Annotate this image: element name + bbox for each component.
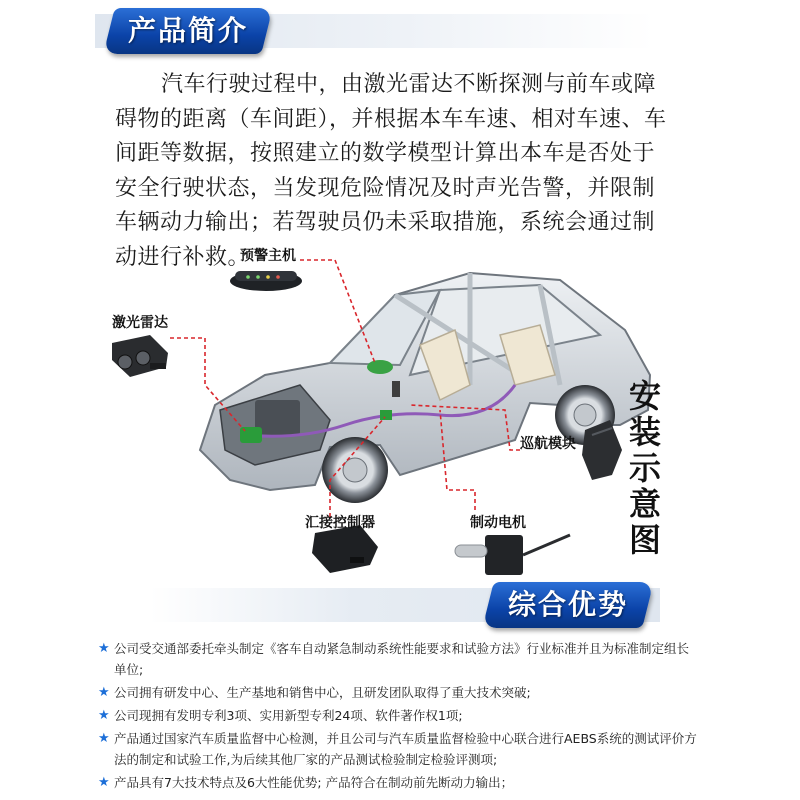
installation-side-title: 安装示意图: [628, 377, 661, 559]
list-item-text: 公司现拥有发明专利3项、实用新型专利24项、软件著作权1项;: [114, 708, 463, 723]
star-icon: ★: [98, 731, 110, 746]
advantages-header-tab: [482, 582, 653, 628]
list-item: [98, 638, 698, 680]
list-item: [98, 682, 698, 703]
intro-header-title: 产品简介: [127, 14, 248, 47]
cruise-module-device: [582, 420, 622, 480]
label-cruise-module: 巡航模块: [520, 436, 576, 452]
intro-text: 汽车行驶过程中，由激光雷达不断探测与前车或障碍物的距离（车间距），并根据本车车速、相对车速、车间距等数据，按照建立的数学模型计算出本车是否处于安全行驶状态，当发现危险情况及时声光告警，并限制车辆动力输出；若驾驶员仍未采取措施，系统会通过制动进行补救。: [115, 72, 667, 270]
list-item-text: 产品具有7大技术特点及6大性能优势; 产品符合在制动前先断动力输出；: [114, 775, 514, 790]
star-icon: ★: [98, 641, 110, 656]
intro-header: [95, 8, 655, 48]
list-item: [98, 772, 698, 793]
front-wheel-hub: [343, 458, 367, 482]
warning-host-device: [230, 271, 302, 291]
lidar-device: [112, 335, 168, 377]
advantages-list: [98, 638, 698, 795]
list-item: [98, 705, 698, 726]
list-item-text: 产品通过国家汽车质量监督中心检测，并且公司与汽车质量监督检验中心联合进行AEBS系统的测试评价方法的制定和试验工作,为后续其他厂家的产品测试检验制定检验评测项;: [114, 731, 697, 767]
car-host-module: [367, 360, 393, 374]
label-brake-motor: 制动电机: [470, 515, 526, 531]
star-icon: ★: [98, 708, 110, 723]
label-junction-controller: 汇接控制器: [305, 515, 375, 531]
list-item-text: 公司拥有研发中心、生产基地和销售中心，且研发团队取得了重大技术突破;: [114, 685, 531, 700]
advantages-header-title: 综合优势: [507, 588, 628, 621]
junction-controller-device: [312, 525, 378, 573]
label-lidar: 激光雷达: [112, 315, 168, 331]
star-icon: ★: [98, 685, 110, 700]
car-dash-module: [392, 381, 400, 397]
advantages-header: [150, 582, 660, 622]
rear-wheel-hub: [574, 404, 596, 426]
label-warning-host: 预警主机: [240, 248, 296, 264]
list-item: [98, 728, 698, 770]
car-illustration: [0, 235, 800, 580]
list-item-text: 公司受交通部委托牵头制定《客车自动紧急制动系统性能要求和试验方法》行业标准并且为标准制定组长单位;: [114, 641, 690, 677]
installation-diagram: [0, 235, 800, 580]
star-icon: ★: [98, 775, 110, 790]
brake-motor-device: [455, 535, 570, 575]
intro-header-tab: [103, 8, 272, 54]
car-junction-module: [380, 410, 392, 420]
